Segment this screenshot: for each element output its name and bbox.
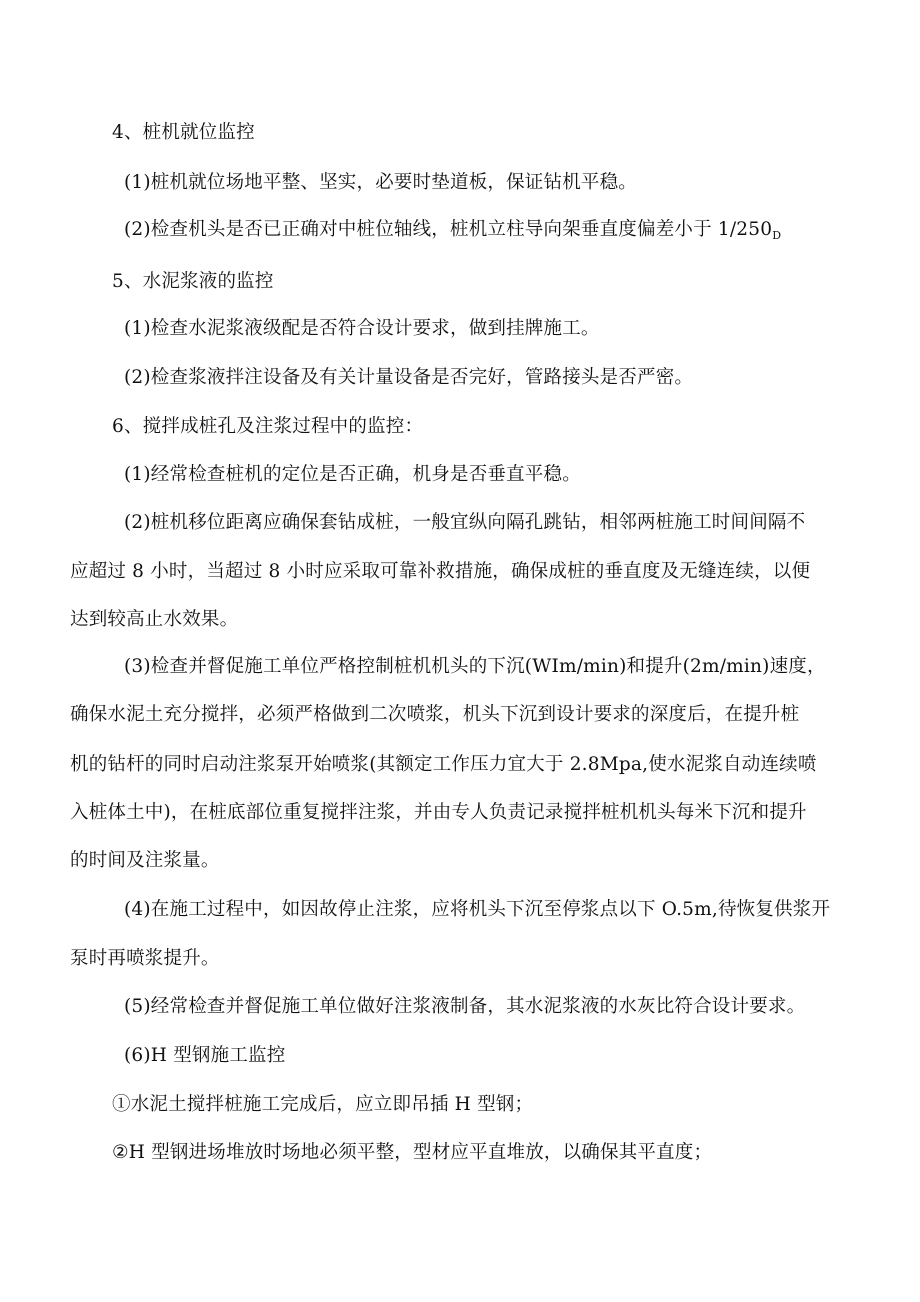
paragraph-6-2-line-3: 达到较高止水效果。 (70, 609, 239, 630)
paragraph-5-2: (2)检查浆液拌注设备及有关计量设备是否完好，管路接头是否严密。 (124, 367, 694, 388)
paragraph-6-2-line-1: (2)桩机移位距离应确保套钻成桩，一般宜纵向隔孔跳钻，相邻两桩施工时间间隔不 (124, 512, 806, 533)
paragraph-6-6-heading: (6)H 型钢施工监控 (124, 1045, 286, 1066)
paragraph-6-4-line-2: 泵时再喷浆提升。 (70, 948, 220, 969)
paragraph-6-3-line-4: 入桩体土中)，在桩底部位重复搅拌注浆，并由专人负责记录搅拌桩机机头每米下沉和提升 (70, 802, 807, 823)
paragraph-4-2 (124, 219, 781, 247)
paragraph-6-3-line-5: 的时间及注浆量。 (70, 850, 220, 871)
paragraph-5-1: (1)检查水泥浆液级配是否符合设计要求，做到挂牌施工。 (124, 318, 600, 339)
paragraph-4-2-text: (2)检查机头是否已正确对中桩位轴线，桩机立柱导向架垂直度偏差小于 1/250 (124, 219, 773, 240)
section-heading-4: 4、桩机就位监控 (112, 122, 255, 143)
paragraph-6-5: (5)经常检查并督促施工单位做好注浆液制备，其水泥浆液的水灰比符合设计要求。 (124, 996, 806, 1017)
list-item-circled-1: ①水泥土搅拌桩施工完成后，应立即吊插 H 型钢； (112, 1094, 534, 1115)
paragraph-6-3-line-2: 确保水泥土充分搅拌，必须严格做到二次喷浆，机头下沉到设计要求的深度后，在提升桩 (70, 704, 800, 725)
paragraph-6-3-line-3: 机的钻杆的同时启动注浆泵开始喷浆(其额定工作压力宜大于 2.8Mpa,使水泥浆自动连续喷 (70, 754, 817, 775)
paragraph-6-2-line-2: 应超过 8 小时，当超过 8 小时应采取可靠补救措施，确保成桩的垂直度及无缝连续，以便 (70, 561, 811, 582)
section-heading-5: 5、水泥浆液的监控 (112, 271, 274, 292)
section-heading-6: 6、搅拌成桩孔及注浆过程中的监控： (112, 416, 424, 437)
paragraph-6-4-line-1: (4)在施工过程中，如因故停止注浆，应将机头下沉至停浆点以下 O.5m,待恢复供浆开 (124, 899, 831, 920)
paragraph-6-1: (1)经常检查桩机的定位是否正确，机身是否垂直平稳。 (124, 464, 581, 485)
paragraph-4-1: (1)桩机就位场地平整、坚实，必要时垫道板，保证钻机平稳。 (124, 172, 638, 193)
list-item-circled-2: ②H 型钢进场堆放时场地必须平整，型材应平直堆放，以确保其平直度； (112, 1142, 713, 1163)
paragraph-4-2-subscript: D (772, 229, 782, 242)
paragraph-6-3-line-1: (3)检查并督促施工单位严格控制桩机机头的下沉(WIm/min)和提升(2m/min)速度， (124, 656, 826, 677)
